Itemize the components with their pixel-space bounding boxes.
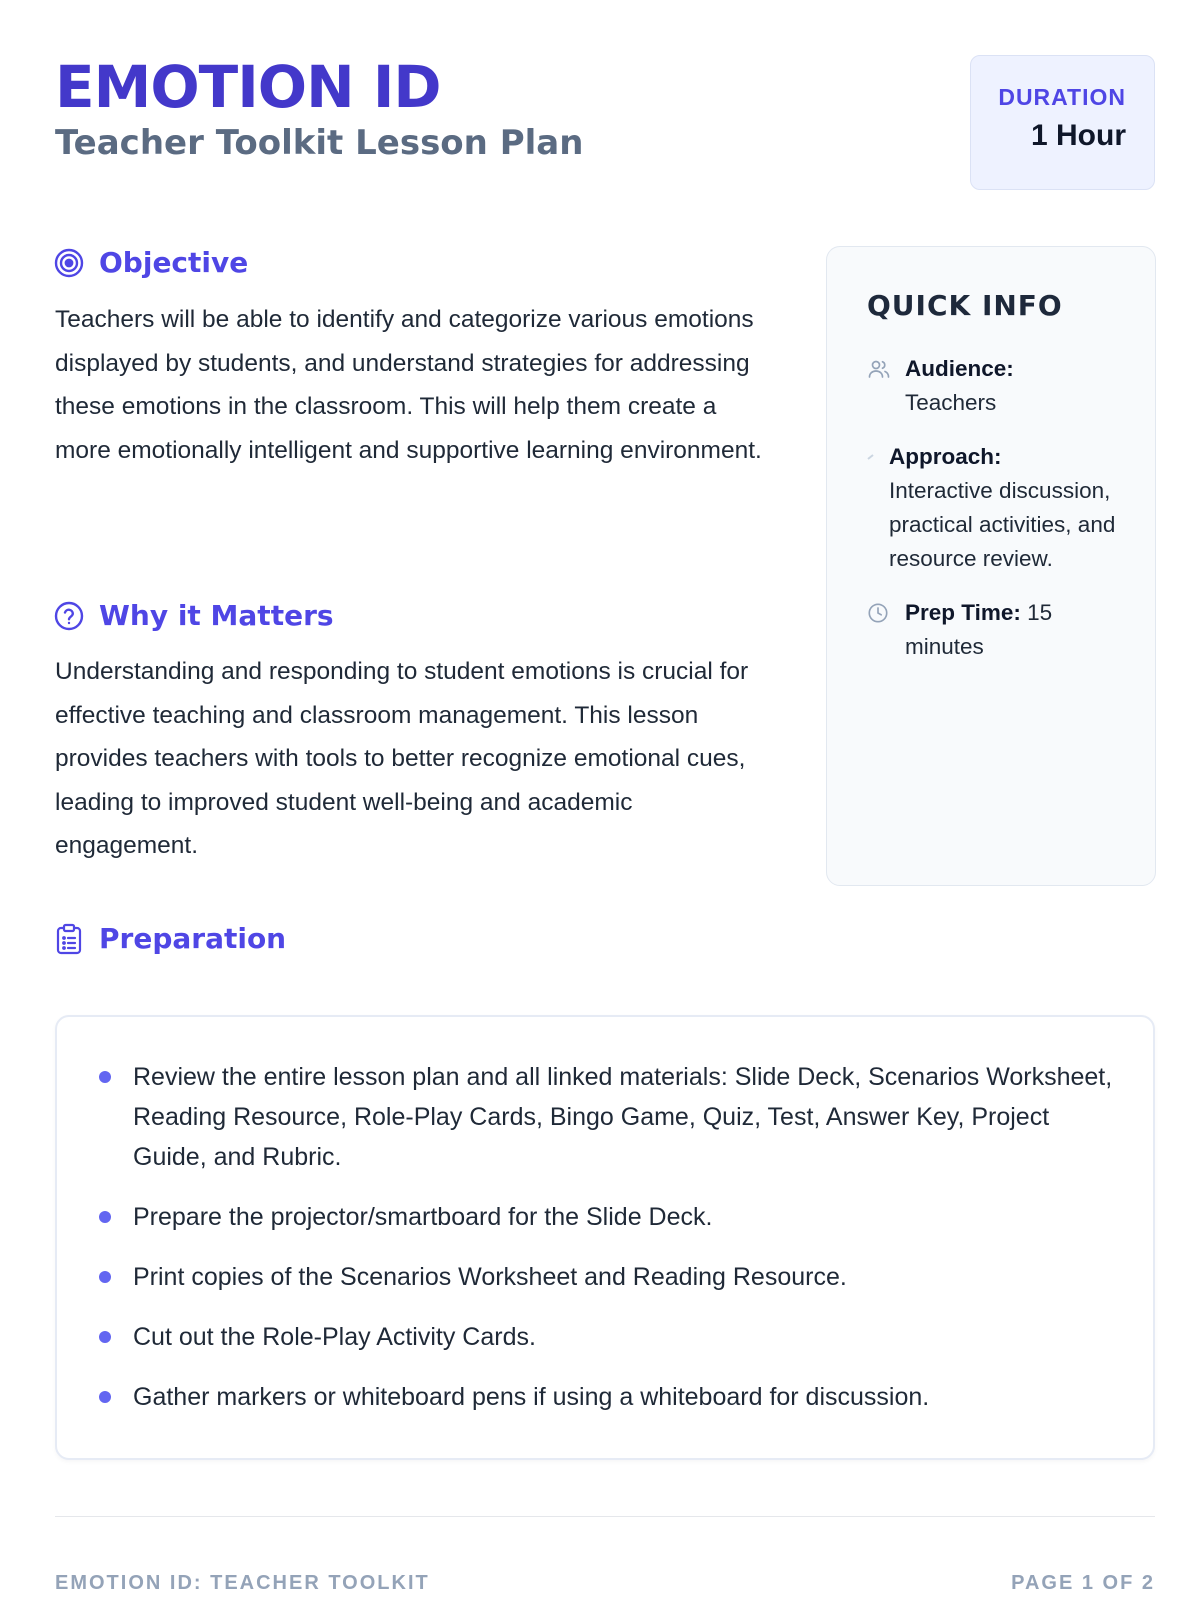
duration-badge <box>970 55 1155 190</box>
bullet-icon <box>99 1271 111 1283</box>
quick-info-audience <box>867 352 1127 420</box>
list-item <box>99 1317 1113 1357</box>
objective-heading <box>53 246 248 279</box>
page-title: EMOTION ID <box>55 53 441 121</box>
why-text: Understanding and responding to student emotions is crucial for effective teaching and classroom management. This lesson provides teachers with tools to better recognize emotional cues, leading to improved student well-being and academic engagement. <box>55 658 749 859</box>
preparation-heading <box>53 922 286 955</box>
bullet-icon <box>99 1391 111 1403</box>
quick-info-prep-time <box>867 596 1127 664</box>
list-item <box>99 1057 1113 1177</box>
list-item-text: Review the entire lesson plan and all linked materials: Slide Deck, Scenarios Worksheet, Reading Resource, Role-Play Cards, Bingo Game, Quiz, Test, Answer Key, Project Guide, and Rubric. <box>133 1063 1113 1171</box>
list-item <box>99 1377 1113 1417</box>
why-heading <box>53 599 334 632</box>
audience-label: Audience: <box>905 356 1014 381</box>
quick-info-card <box>826 246 1156 886</box>
page-header <box>55 55 1155 195</box>
prep-time-value: 15 minutes <box>905 600 1053 659</box>
list-item-text: Cut out the Role-Play Activity Cards. <box>133 1323 536 1351</box>
prep-time-label: Prep Time: <box>905 600 1021 625</box>
objective-heading-text: Objective <box>99 246 249 279</box>
list-item-text: Print copies of the Scenarios Worksheet and Reading Resource. <box>133 1263 847 1291</box>
bullet-icon <box>99 1331 111 1343</box>
approach-label: Approach: <box>889 444 1002 469</box>
duration-value: 1 Hour <box>1030 119 1126 152</box>
audience-value: Teachers <box>905 390 997 415</box>
why-heading-text: Why it Matters <box>99 599 334 632</box>
preparation-heading-text: Preparation <box>99 922 287 955</box>
clipboard-icon <box>53 923 85 955</box>
approach-value: Interactive discussion, practical activities, and resource review. <box>889 478 1116 571</box>
footer-divider <box>55 1516 1155 1517</box>
bullet-icon <box>99 1211 111 1223</box>
duration-label: DURATION <box>998 84 1126 110</box>
clock-icon <box>867 596 891 630</box>
target-icon <box>53 247 85 279</box>
quick-info-approach <box>867 440 1127 576</box>
question-circle-icon <box>53 600 85 632</box>
footer-title: EMOTION ID: TEACHER TOOLKIT <box>55 1572 430 1594</box>
quick-info-title: QUICK INFO <box>867 289 1063 322</box>
objective-text: Teachers will be able to identify and categorize various emotions displayed by students, and understand strategies for addressing these emotions in the classroom. This will help them create a more emotionally intelligent and supportive learning environment. <box>55 306 762 464</box>
list-item-text: Prepare the projector/smartboard for the Slide Deck. <box>133 1203 713 1231</box>
page-subtitle: Teacher Toolkit Lesson Plan <box>55 123 584 163</box>
approach-icon <box>867 440 875 474</box>
preparation-list <box>55 1015 1155 1460</box>
list-item-text: Gather markers or whiteboard pens if using a whiteboard for discussion. <box>133 1383 930 1411</box>
list-item <box>99 1257 1113 1297</box>
bullet-icon <box>99 1071 111 1083</box>
users-icon <box>867 352 891 386</box>
list-item <box>99 1197 1113 1237</box>
page-number: PAGE 1 OF 2 <box>1011 1572 1155 1594</box>
